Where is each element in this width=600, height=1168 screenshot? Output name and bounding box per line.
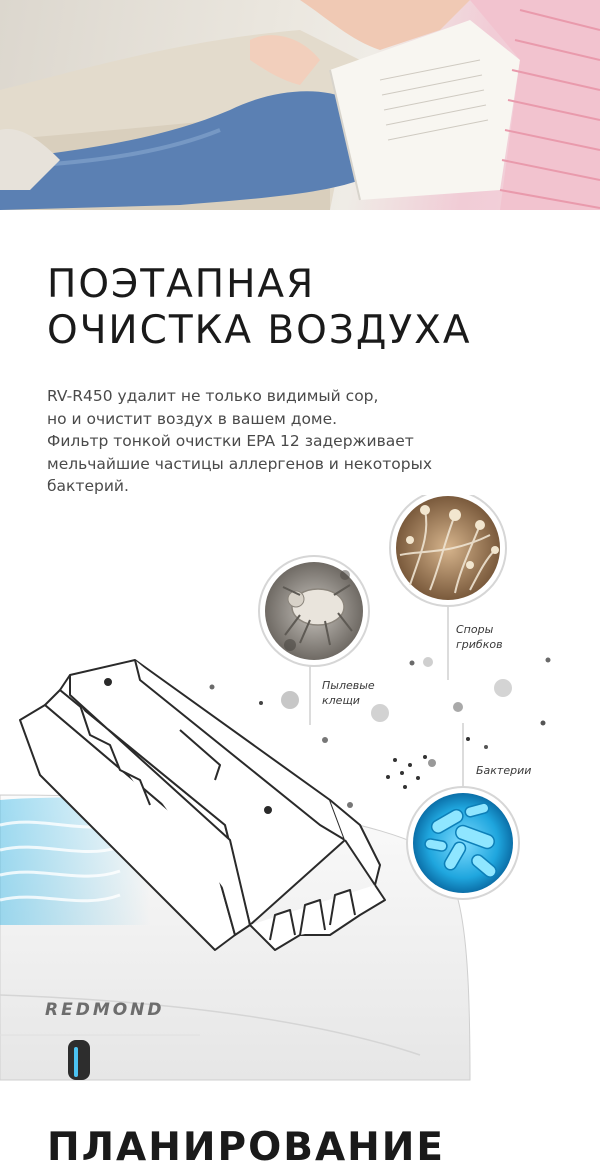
section-description — [47, 385, 567, 498]
next-section-title: ПЛАНИРОВАНИЕ — [47, 1125, 446, 1168]
label-line: грибков — [456, 638, 503, 651]
section-title — [47, 262, 587, 354]
label-bacteria — [476, 763, 531, 778]
fungal-spores-icon — [390, 495, 506, 606]
label-line: Бактерии — [476, 764, 532, 777]
filter-diagram — [0, 495, 600, 1095]
section-title-line: ПОЭТАПНАЯ — [47, 262, 316, 307]
hero-illustration — [0, 0, 600, 210]
description-line: RV-R450 удалит не только видимый сор, — [47, 387, 379, 405]
redmond-logo: REDMOND — [45, 1000, 165, 1020]
section-title-line: ОЧИСТКА ВОЗДУХА — [47, 308, 472, 353]
hero-photo — [0, 0, 600, 210]
label-fungal-spores — [456, 622, 503, 652]
description-line: Фильтр тонкой очистки EPA 12 задерживает — [47, 432, 414, 450]
dust-mite-icon — [259, 556, 369, 666]
description-line: но и очистит воздух в вашем доме. — [47, 409, 338, 428]
description-line: бактерий. — [47, 477, 129, 495]
label-line: Пылевые — [322, 679, 375, 692]
label-dust-mites — [322, 678, 375, 708]
description-line: мельчайшие частицы аллергенов и некоторых — [47, 454, 433, 473]
bacteria-icon — [407, 787, 519, 899]
label-line: Споры — [456, 623, 494, 636]
filter-illustration — [0, 495, 600, 1095]
label-line: клещи — [322, 694, 360, 707]
